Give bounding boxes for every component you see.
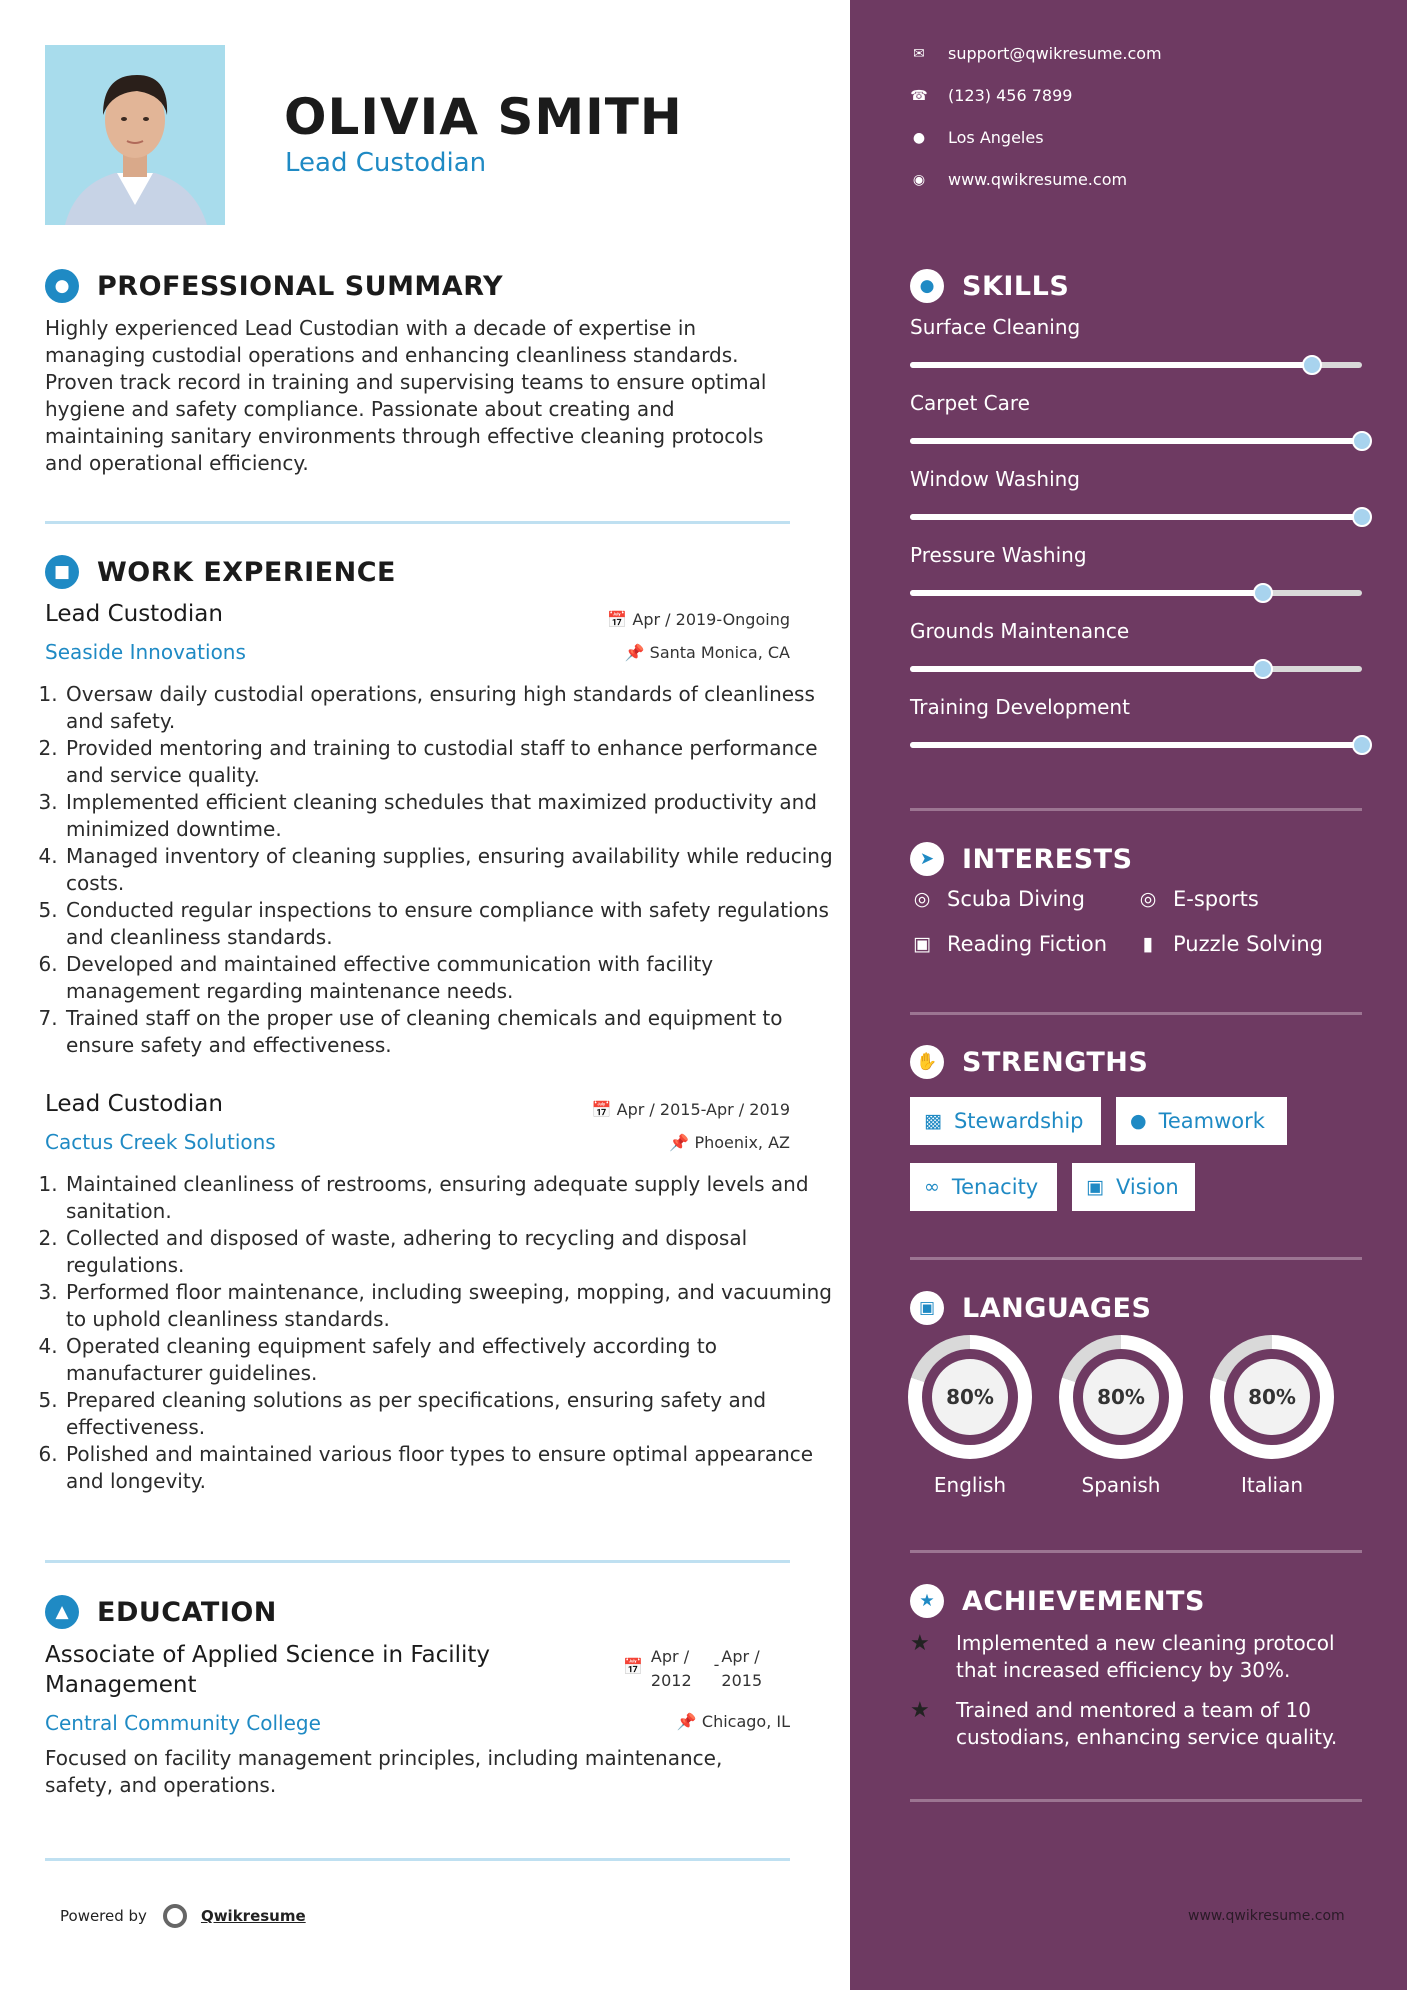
- skill-bar: [910, 590, 1362, 596]
- skill-label: Surface Cleaning: [910, 315, 1081, 339]
- language-ring: [1059, 1335, 1183, 1459]
- list-item: 1. Oversaw daily custodial operations, ensuring high standards of cleanliness and safety.: [64, 681, 834, 735]
- section-divider: [45, 1560, 790, 1563]
- calendar-icon: 📅: [623, 1657, 643, 1676]
- skill-bar-fill: [910, 666, 1263, 672]
- strength-chip: ▩ Stewardship: [910, 1097, 1101, 1145]
- shooting-star-icon: ★: [910, 1698, 930, 1723]
- language-percent: 80%: [1083, 1359, 1159, 1435]
- qwikresume-link[interactable]: Qwikresume: [200, 1907, 306, 1925]
- globe-icon: ◉: [912, 171, 926, 188]
- strength-chip: ▣ Vision: [1072, 1163, 1195, 1211]
- job-1-date: 📅 Apr / 2019-Ongoing: [607, 610, 790, 629]
- language-ring: [1210, 1335, 1334, 1459]
- strengths-header: [910, 1045, 1148, 1079]
- experience-header: [45, 555, 396, 589]
- candidate-name: OLIVIA SMITH: [284, 88, 683, 146]
- education-heading: EDUCATION: [97, 1596, 277, 1628]
- language-name: English: [933, 1473, 1007, 1497]
- languages-header: [910, 1291, 1151, 1325]
- skill-bar: [910, 666, 1362, 672]
- interest-item: ◎ Scuba Diving: [910, 887, 1085, 911]
- sidebar-divider: [910, 1550, 1362, 1553]
- profile-photo: [45, 45, 225, 225]
- lightbulb-icon: ●: [910, 269, 944, 303]
- education-dates: 📅 Apr / 2012 - Apr / 2015: [623, 1645, 762, 1693]
- list-item: 4. Managed inventory of cleaning supplies, ensuring availability while reducing costs.: [64, 843, 834, 897]
- job-1-title: Lead Custodian: [45, 601, 223, 627]
- interests-heading: INTERESTS: [962, 843, 1133, 875]
- phone-icon: ☎: [910, 87, 928, 104]
- language-ring-inner: [1224, 1349, 1320, 1445]
- achievements-heading: ACHIEVEMENTS: [962, 1585, 1205, 1617]
- candidate-title: Lead Custodian: [285, 148, 487, 178]
- graduate-icon: ▲: [45, 1595, 79, 1629]
- map-pin-icon: ●: [912, 129, 926, 146]
- interest-item: ◎ E-sports: [1136, 887, 1259, 911]
- portrait-image: [45, 45, 225, 225]
- language-percent: 80%: [932, 1359, 1008, 1435]
- interest-item: ▮ Puzzle Solving: [1136, 932, 1323, 956]
- job-1-duties: [22, 681, 834, 1059]
- sidebar-divider: [910, 1799, 1362, 1802]
- degree-title: Associate of Applied Science in Facility Management: [45, 1642, 491, 1698]
- strength-chip: ● Teamwork: [1116, 1097, 1287, 1145]
- skill-bar: [910, 362, 1362, 368]
- lifebuoy-icon: ◎: [913, 888, 931, 910]
- job-2-duties: [22, 1171, 834, 1495]
- contact-phone[interactable]: ☎ (123) 456 7899: [910, 86, 1073, 105]
- shooting-star-icon: ★: [910, 1631, 930, 1656]
- list-item: 5. Prepared cleaning solutions as per specifications, ensuring safety and effectiveness.: [64, 1387, 834, 1441]
- strength-chip: ∞ Tenacity: [910, 1163, 1057, 1211]
- experience-heading: WORK EXPERIENCE: [97, 556, 396, 588]
- skill-bar: [910, 742, 1362, 748]
- list-item: 2. Collected and disposed of waste, adhering to recycling and disposal regulations.: [64, 1225, 834, 1279]
- achievement-item: ★ Trained and mentored a team of 10 custodians, enhancing service quality.: [910, 1698, 1338, 1749]
- contact-website[interactable]: ◉ www.qwikresume.com: [910, 170, 1127, 189]
- skill-bar: [910, 514, 1362, 520]
- skill-bar-knob: [1352, 735, 1372, 755]
- job-1-company: Seaside Innovations: [45, 640, 246, 664]
- skill-bar-knob: [1253, 659, 1273, 679]
- briefcase-icon: ▩: [924, 1110, 942, 1132]
- skills-heading: SKILLS: [962, 270, 1070, 302]
- list-item: 3. Performed floor maintenance, including sweeping, mopping, and vacuuming to uphold cleanliness standards.: [64, 1279, 834, 1333]
- pin-icon: 📌: [669, 1133, 690, 1152]
- job-2-date: 📅 Apr / 2015-Apr / 2019: [591, 1100, 790, 1119]
- footer-website[interactable]: www.qwikresume.com: [1188, 1908, 1345, 1924]
- qwikresume-logo-icon: [163, 1904, 187, 1928]
- users-icon: ●: [1130, 1110, 1147, 1132]
- skills-header: [910, 269, 1069, 303]
- interests-header: [910, 842, 1133, 876]
- language-name: Italian: [1240, 1473, 1304, 1497]
- skill-bar-fill: [910, 590, 1263, 596]
- summary-heading: PROFESSIONAL SUMMARY: [97, 270, 504, 302]
- school-name: Central Community College: [45, 1711, 321, 1735]
- calendar-icon: 📅: [591, 1100, 612, 1119]
- contact-email[interactable]: ✉ support@qwikresume.com: [910, 44, 1162, 63]
- strengths-heading: STRENGTHS: [962, 1046, 1149, 1078]
- skill-bar-fill: [910, 362, 1312, 368]
- language-item: [908, 1335, 1032, 1497]
- powered-by: Powered by Qwikresume: [60, 1904, 306, 1928]
- language-percent: 80%: [1234, 1359, 1310, 1435]
- languages-heading: LANGUAGES: [962, 1292, 1152, 1324]
- pin-icon: 📌: [624, 643, 645, 662]
- interest-item: ▣ Reading Fiction: [910, 932, 1107, 956]
- list-item: 6. Developed and maintained effective communication with facility management regarding maintenance needs.: [64, 951, 834, 1005]
- user-icon: ●: [45, 269, 79, 303]
- skill-label: Training Development: [910, 695, 1130, 719]
- calendar-icon: 📅: [607, 610, 628, 629]
- sidebar-divider: [910, 1257, 1362, 1260]
- list-item: 3. Implemented efficient cleaning schedules that maximized productivity and minimized downtime.: [64, 789, 834, 843]
- summary-text: Highly experienced Lead Custodian with a decade of expertise in managing custodial operations and enhancing cleanliness standards. Proven track record in training and supervising teams to ensure optimal hygiene and safety compliance. Passionate about creating and maintaining sanitary environments through effective cleaning protocols and operational efficiency.: [45, 316, 767, 475]
- language-item: [1059, 1335, 1183, 1497]
- education-description: Focused on facility management principles, including maintenance, safety, and operations.: [45, 1746, 723, 1797]
- star-badge-icon: ★: [910, 1584, 944, 1618]
- section-divider: [45, 521, 790, 524]
- language-name: Spanish: [1081, 1473, 1161, 1497]
- skill-bar-fill: [910, 438, 1362, 444]
- book-icon: ▮: [1142, 933, 1154, 955]
- lifebuoy-icon: ◎: [1139, 888, 1157, 910]
- education-header: [45, 1595, 277, 1629]
- skill-bar-knob: [1352, 431, 1372, 451]
- link-icon: ∞: [924, 1176, 940, 1198]
- binoculars-icon: ▣: [1086, 1176, 1104, 1198]
- pin-icon: 📌: [676, 1712, 697, 1731]
- education-location: 📌 Chicago, IL: [676, 1712, 790, 1731]
- sidebar-divider: [910, 1012, 1362, 1015]
- list-item: 4. Operated cleaning equipment safely and effectively according to manufacturer guidelines.: [64, 1333, 834, 1387]
- envelope-icon: ✉: [913, 45, 925, 62]
- list-item: 6. Polished and maintained various floor types to ensure optimal appearance and longevity.: [64, 1441, 834, 1495]
- fist-icon: ✋: [910, 1045, 944, 1079]
- skill-label: Pressure Washing: [910, 543, 1087, 567]
- paper-plane-icon: ➤: [910, 842, 944, 876]
- section-divider: [45, 1858, 790, 1861]
- skill-bar-knob: [1352, 507, 1372, 527]
- skill-bar: [910, 438, 1362, 444]
- language-ring-inner: [1073, 1349, 1169, 1445]
- list-item: 1. Maintained cleanliness of restrooms, ensuring adequate supply levels and sanitation.: [64, 1171, 834, 1225]
- list-item: 2. Provided mentoring and training to custodial staff to enhance performance and service quality.: [64, 735, 834, 789]
- achievement-item: ★ Implemented a new cleaning protocol that increased efficiency by 30%.: [910, 1631, 1335, 1682]
- job-2-company: Cactus Creek Solutions: [45, 1130, 276, 1154]
- language-ring: [908, 1335, 1032, 1459]
- summary-header: [45, 269, 503, 303]
- contact-location: ● Los Angeles: [910, 128, 1044, 147]
- skill-bar-fill: [910, 514, 1362, 520]
- translate-icon: ▣: [910, 1291, 944, 1325]
- skill-label: Grounds Maintenance: [910, 619, 1130, 643]
- language-ring-inner: [922, 1349, 1018, 1445]
- list-item: 5. Conducted regular inspections to ensure compliance with safety regulations and cleanliness standards.: [64, 897, 834, 951]
- skill-label: Window Washing: [910, 467, 1080, 491]
- language-item: [1210, 1335, 1334, 1497]
- skill-bar-knob: [1253, 583, 1273, 603]
- sidebar-divider: [910, 808, 1362, 811]
- job-2-location: 📌 Phoenix, AZ: [669, 1133, 790, 1152]
- achievements-header: [910, 1584, 1205, 1618]
- office-chair-icon: ■: [45, 555, 79, 589]
- job-1-location: 📌 Santa Monica, CA: [624, 643, 790, 662]
- skill-bar-fill: [910, 742, 1362, 748]
- job-2-title: Lead Custodian: [45, 1091, 223, 1117]
- gamepad-icon: ▣: [913, 933, 931, 955]
- skill-label: Carpet Care: [910, 391, 1030, 415]
- list-item: 7. Trained staff on the proper use of cleaning chemicals and equipment to ensure safety and effectiveness.: [64, 1005, 834, 1059]
